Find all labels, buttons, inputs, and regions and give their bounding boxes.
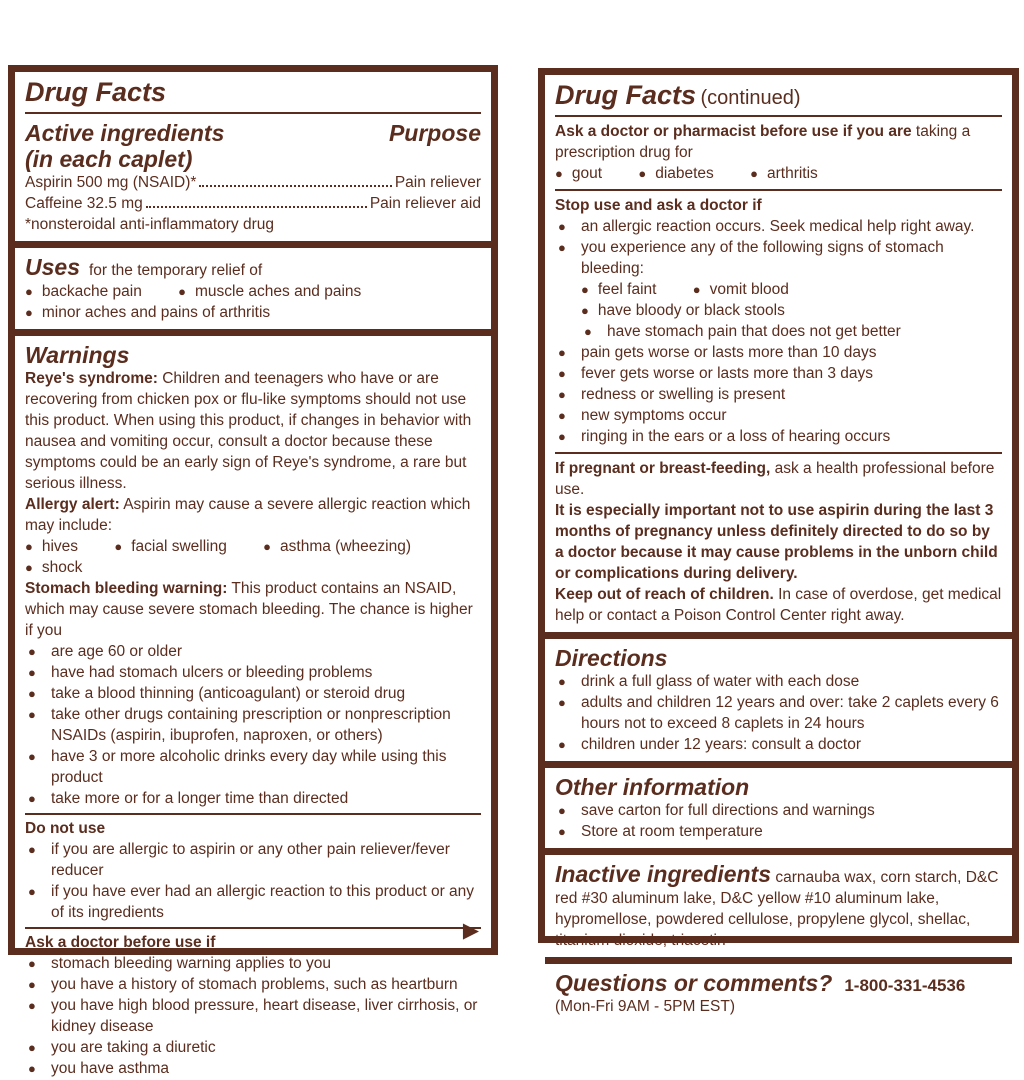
- divider-thick: [15, 241, 491, 248]
- bullet-icon: ●: [25, 305, 33, 320]
- phone-hours: (Mon-Fri 9AM - 5PM EST): [555, 998, 735, 1015]
- bullet-icon: ●: [28, 749, 36, 764]
- list-item: ● diabetes: [638, 165, 714, 182]
- section-stop-use: [555, 194, 1002, 448]
- list-item: ● arthritis: [750, 165, 818, 182]
- bullet-icon: ●: [558, 803, 566, 818]
- bullet-icon: ●: [584, 324, 592, 339]
- section-uses: [25, 253, 481, 324]
- list-item: ● asthma (wheezing): [263, 538, 411, 555]
- drug-facts-title: Drug Facts: [555, 80, 697, 110]
- do-not-use-heading: Do not use: [25, 820, 106, 837]
- stomach-bleeding-paragraph: Stomach bleeding warning: This product contains an NSAID, which may cause severe stomach bleeding. The chance is higher if you: [25, 580, 473, 639]
- bullet-icon: ●: [555, 166, 563, 181]
- bullet-icon: ●: [28, 977, 36, 992]
- bullet-icon: ●: [558, 695, 566, 710]
- bullet-icon: ●: [28, 956, 36, 971]
- list-item: ● you are taking a diuretic: [25, 1037, 481, 1058]
- uses-bullet-row: [25, 281, 481, 302]
- bullet-icon: ●: [263, 539, 272, 554]
- list-item: ● shock: [25, 559, 83, 576]
- drug-facts-panel-left: [8, 65, 498, 1077]
- list-item: ● have stomach pain that does not get better: [581, 321, 1002, 342]
- bullet-icon: ●: [558, 824, 566, 839]
- bullet-icon: ●: [28, 884, 36, 899]
- list-item: ● save carton for full directions and warnings: [555, 800, 1002, 821]
- bullet-icon: ●: [638, 166, 647, 181]
- keep-out-paragraph: Keep out of reach of children. In case of overdose, get medical help or contact a Poison Control Center right away.: [555, 586, 1002, 624]
- section-directions: [555, 644, 1002, 756]
- list-item: ● backache pain: [25, 283, 142, 300]
- pharmacist-bullet-row: [555, 163, 1002, 184]
- bullet-icon: ●: [558, 240, 566, 255]
- drug-facts-title: Drug Facts: [25, 77, 167, 107]
- divider-thick: [15, 329, 491, 336]
- bullet-icon: ●: [25, 539, 33, 554]
- list-item: ● fever gets worse or lasts more than 3 days: [555, 363, 1002, 384]
- list-item: ● drink a full glass of water with each dose: [555, 671, 1002, 692]
- list-item: ● are age 60 or older: [25, 641, 481, 662]
- reyes-syndrome-paragraph: Reye's syndrome: Children and teenagers who have or are recovering from chicken pox or flu-like symptoms should not use this product. When using this product, if changes in behavior with nausea and vomiting occur, consult a doctor because these symptoms could be an early sign of Reye's syndrome, a rare but serious illness.: [25, 370, 472, 492]
- list-item: ● take more or for a longer time than directed: [25, 788, 481, 809]
- bullet-icon: ●: [28, 998, 36, 1013]
- ask-doctor-heading: Ask a doctor before use if: [25, 934, 216, 951]
- bullet-icon: ●: [28, 686, 36, 701]
- section-ask-pharmacist: [555, 120, 1002, 185]
- list-item: ● have bloody or black stools: [581, 302, 785, 319]
- pregnant-emphasis-paragraph: It is especially important not to use aspirin during the last 3 months of pregnancy unless definitely directed to do so by a doctor because it may cause problems in the unborn child or complications during delivery.: [555, 502, 998, 582]
- list-item: ● muscle aches and pains: [178, 283, 362, 300]
- bullet-icon: ●: [558, 345, 566, 360]
- ingredient-row: [25, 172, 481, 193]
- section-pregnancy-warning: [555, 457, 1002, 627]
- active-ingredients-subheading: (in each caplet): [25, 146, 193, 172]
- divider-thin: [25, 112, 481, 114]
- inactive-ingredients-heading: Inactive ingredients: [555, 861, 772, 887]
- list-item: ● an allergic reaction occurs. Seek medical help right away.: [555, 216, 1002, 237]
- dot-leader: [146, 206, 367, 208]
- bullet-icon: ●: [581, 282, 589, 297]
- list-item: ● if you have ever had an allergic reaction to this product or any of its ingredients: [25, 881, 481, 923]
- nsaid-footnote: *nonsteroidal anti-inflammatory drug: [25, 216, 274, 233]
- bullet-icon: ●: [28, 665, 36, 680]
- bullet-icon: ●: [558, 219, 566, 234]
- list-item: ● stomach bleeding warning applies to you: [25, 953, 481, 974]
- section-warnings: [25, 341, 481, 1080]
- bullet-icon: ●: [178, 284, 186, 299]
- active-ingredients-heading: Active ingredients: [25, 120, 225, 146]
- stomach-signs-bullet-row: [581, 279, 1002, 321]
- inactive-ingredients-paragraph: Inactive ingredients carnauba wax, corn starch, D&C red #30 aluminum lake, D&C yellow #10 aluminum lake, hypromellose, powdered cellulose, propylene glycol, shellac, titanium dioxide, triacetin: [555, 861, 999, 949]
- bullet-icon: ●: [25, 284, 33, 299]
- purpose-heading: Purpose: [388, 120, 481, 146]
- stop-use-heading: Stop use and ask a doctor if: [555, 197, 762, 214]
- list-item: ● pain gets worse or lasts more than 10 days: [555, 342, 1002, 363]
- list-item: ● children under 12 years: consult a doctor: [555, 734, 1002, 755]
- ingredient-row: [25, 193, 481, 214]
- list-item: ● Store at room temperature: [555, 821, 1002, 842]
- bullet-icon: ●: [28, 1040, 36, 1055]
- list-item: ● you have high blood pressure, heart disease, liver cirrhosis, or kidney disease: [25, 995, 481, 1037]
- warnings-heading: Warnings: [25, 342, 130, 368]
- section-active-ingredients: [25, 117, 481, 236]
- bullet-icon: ●: [114, 539, 123, 554]
- bullet-icon: ●: [25, 560, 33, 575]
- bullet-icon: ●: [558, 387, 566, 402]
- list-item: ● minor aches and pains of arthritis: [25, 304, 271, 321]
- bullet-icon: ●: [558, 366, 566, 381]
- divider-thick: [545, 761, 1012, 768]
- list-item: ● take other drugs containing prescription or nonprescription NSAIDs (aspirin, ibuprofen, naproxen, or others): [25, 704, 481, 746]
- list-item: ● vomit blood: [692, 281, 789, 298]
- phone-number: 1-800-331-4536: [844, 976, 966, 995]
- allergy-alert-paragraph: Allergy alert: Aspirin may cause a severe allergic reaction which may include:: [25, 496, 471, 534]
- list-item: ● hives: [25, 538, 79, 555]
- continued-arrow-icon: ▶: [462, 919, 479, 942]
- list-item: ● redness or swelling is present: [555, 384, 1002, 405]
- list-item: ● you experience any of the following signs of stomach bleeding:: [555, 237, 1002, 279]
- list-item: ● you have a history of stomach problems, such as heartburn: [25, 974, 481, 995]
- divider-thin: [25, 813, 481, 815]
- bullet-icon: ●: [28, 707, 36, 722]
- list-item: ● new symptoms occur: [555, 405, 1002, 426]
- bullet-icon: ●: [581, 303, 589, 318]
- list-item: ● take a blood thinning (anticoagulant) or steroid drug: [25, 683, 481, 704]
- allergy-bullet-row: [25, 536, 481, 578]
- bullet-icon: ●: [558, 429, 566, 444]
- uses-bullet-row: [25, 302, 481, 323]
- bullet-icon: ●: [558, 737, 566, 752]
- continued-label: (continued): [700, 87, 801, 109]
- questions-heading: Questions or comments?: [555, 970, 833, 996]
- directions-heading: Directions: [555, 645, 668, 671]
- ingredient-name: Caffeine 32.5 mg: [25, 195, 143, 212]
- section-header: [25, 76, 481, 108]
- other-information-heading: Other information: [555, 774, 750, 800]
- ingredient-name: Aspirin 500 mg (NSAID)*: [25, 174, 197, 191]
- list-item: ● if you are allergic to aspirin or any other pain reliever/fever reducer: [25, 839, 481, 881]
- ingredient-purpose: Pain reliever aid: [369, 195, 481, 212]
- list-item: ● facial swelling: [114, 538, 227, 555]
- bullet-icon: ●: [28, 842, 36, 857]
- divider-thin: [25, 927, 481, 929]
- pregnant-paragraph: If pregnant or breast-feeding, ask a health professional before use.: [555, 460, 995, 498]
- divider-thin: [555, 115, 1002, 117]
- bullet-icon: ●: [692, 282, 701, 297]
- list-item: ● have had stomach ulcers or bleeding problems: [25, 662, 481, 683]
- list-item: ● feel faint: [581, 281, 657, 298]
- bullet-icon: ●: [28, 1061, 36, 1076]
- ingredient-purpose: Pain reliever: [394, 174, 481, 191]
- dot-leader: [199, 185, 391, 187]
- section-questions: [555, 969, 1002, 1018]
- divider-thick: [545, 848, 1012, 855]
- bullet-icon: ●: [28, 791, 36, 806]
- section-other-information: [555, 773, 1002, 843]
- divider-thick: [545, 957, 1012, 964]
- drug-facts-panel-right: [538, 68, 1019, 1015]
- bullet-icon: ●: [28, 644, 36, 659]
- list-item: ● adults and children 12 years and over: take 2 caplets every 6 hours not to exceed 8 caplets in 24 hours: [555, 692, 1002, 734]
- ask-pharmacist-paragraph: Ask a doctor or pharmacist before use if you are taking a prescription drug for: [555, 123, 971, 161]
- divider-thin: [555, 452, 1002, 454]
- uses-intro: for the temporary relief of: [88, 262, 263, 279]
- list-item: ● gout: [555, 165, 603, 182]
- list-item: ● ringing in the ears or a loss of hearing occurs: [555, 426, 1002, 447]
- bullet-icon: ●: [558, 408, 566, 423]
- list-item: ● you have asthma: [25, 1058, 481, 1079]
- bullet-icon: ●: [558, 674, 566, 689]
- list-item: ● have 3 or more alcoholic drinks every day while using this product: [25, 746, 481, 788]
- bullet-icon: ●: [750, 166, 758, 181]
- divider-thin: [555, 189, 1002, 191]
- divider-thick: [545, 632, 1012, 639]
- section-header-continued: [555, 79, 1002, 111]
- uses-heading: Uses: [25, 254, 80, 280]
- section-inactive-ingredients: [555, 860, 1002, 952]
